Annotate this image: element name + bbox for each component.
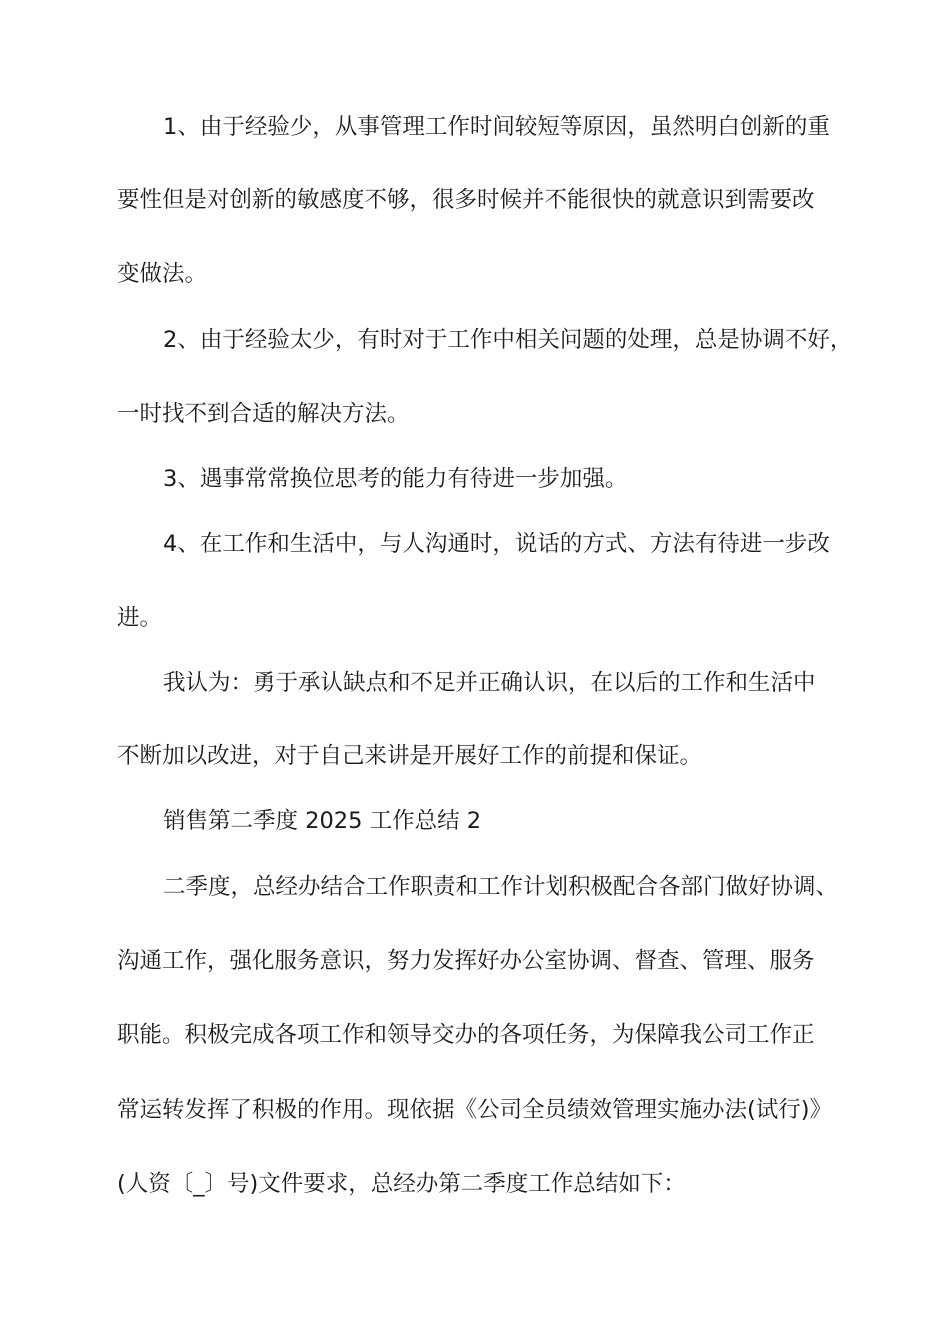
section-heading: 销售第二季度 2025 工作总结 2 (163, 808, 482, 834)
paragraph-1-line-1: 1、由于经验少，从事管理工作时间较短等原因，虽然明白创新的重 (163, 114, 830, 140)
paragraph-6-line-4: 常运转发挥了积极的作用。现依据《公司全员绩效管理实施办法(试行)》 (117, 1097, 833, 1123)
paragraph-4-line-1: 4、在工作和生活中，与人沟通时，说话的方式、方法有待进一步改 (163, 531, 830, 557)
paragraph-1-line-3: 变做法。 (117, 261, 208, 287)
paragraph-6-line-5: (人资〔_〕号)文件要求，总经办第二季度工作总结如下： (117, 1171, 686, 1197)
paragraph-1-line-2: 要性但是对创新的敏感度不够，很多时候并不能很快的就意识到需要改 (117, 187, 815, 213)
paragraph-2-line-1: 2、由于经验太少，有时对于工作中相关问题的处理，总是协调不好， (163, 327, 853, 353)
paragraph-6-line-3: 职能。积极完成各项工作和领导交办的各项任务，为保障我公司工作正 (117, 1022, 815, 1048)
paragraph-5-line-1: 我认为：勇于承认缺点和不足并正确认识，在以后的工作和生活中 (163, 670, 816, 696)
paragraph-3-line-1: 3、遇事常常换位思考的能力有待进一步加强。 (163, 466, 628, 492)
paragraph-6-line-1: 二季度，总经办结合工作职责和工作计划积极配合各部门做好协调、 (163, 874, 839, 900)
paragraph-4-line-2: 进。 (117, 605, 163, 631)
paragraph-5-line-2: 不断加以改进，对于自己来讲是开展好工作的前提和保证。 (117, 743, 703, 769)
paragraph-2-line-2: 一时找不到合适的解决方法。 (117, 401, 410, 427)
paragraph-6-line-2: 沟通工作，强化服务意识，努力发挥好办公室协调、督查、管理、服务 (117, 948, 815, 974)
